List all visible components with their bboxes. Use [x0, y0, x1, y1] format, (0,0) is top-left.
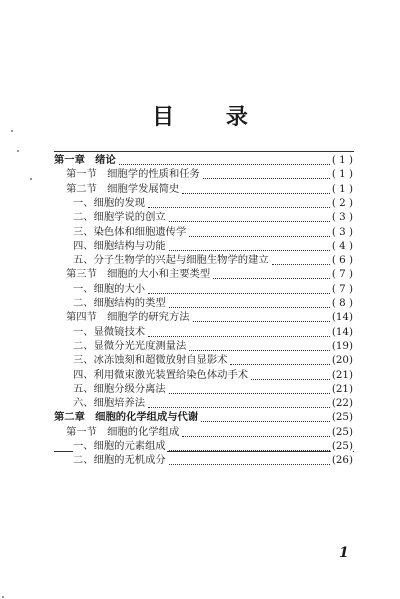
- toc-entry-label: 二、细胞结构的类型: [73, 297, 166, 309]
- toc-leader-dots: [272, 263, 340, 265]
- toc-entry-label: 三、冰冻蚀刻和超微放射自显影术: [73, 354, 228, 367]
- toc-page-number: ( 3 ): [331, 211, 353, 224]
- toc-entry-label: 六、细胞培养法: [73, 397, 146, 410]
- toc-entry-label: 四、细胞结构与功能: [73, 239, 166, 252]
- toc-leader-dots: [169, 220, 340, 222]
- toc-page-number: (21): [331, 382, 353, 395]
- toc-entry: [0, 382, 400, 397]
- toc-entry: [0, 253, 400, 268]
- toc-leader-dots: [182, 192, 340, 194]
- toc-page-number: (21): [331, 368, 353, 381]
- toc-entry-label: 三、染色体和细胞遗传学: [73, 225, 187, 238]
- toc-page-number: (20): [331, 354, 353, 367]
- toc-entry-label: 一、细胞的发现: [73, 196, 146, 209]
- toc-leader-dots: [169, 249, 340, 251]
- page-title: 目 录: [152, 104, 270, 130]
- toc-entry: [0, 353, 400, 368]
- toc-entry: [0, 339, 400, 354]
- toc-entry: [0, 153, 400, 168]
- toc-page-number: (25): [331, 440, 353, 452]
- toc-entry-label: 二、细胞学说的创立: [73, 211, 166, 224]
- toc-entry: [0, 267, 400, 282]
- toc-entry-label: 第一章 绪论: [54, 154, 116, 166]
- toc-leader-dots: [148, 335, 340, 337]
- scan-speck: [30, 178, 32, 180]
- toc-entry-label: 一、细胞的大小: [73, 282, 146, 295]
- chapter-rule: [54, 151, 354, 152]
- toc-entry: [0, 196, 400, 211]
- toc-entry-label: 第二章 细胞的化学组成与代谢: [54, 411, 199, 424]
- toc-leader-dots: [189, 235, 340, 237]
- toc-page-number: ( 1 ): [331, 168, 353, 181]
- toc-leader-dots: [213, 277, 340, 279]
- scan-speck: [2, 596, 4, 598]
- toc-entry: [0, 396, 400, 411]
- toc-leader-dots: [189, 349, 340, 351]
- toc-leader-dots: [148, 406, 340, 408]
- toc-page-number: (14): [331, 325, 353, 338]
- toc-entry-label: 五、分子生物学的兴起与细胞生物学的建立: [73, 254, 269, 267]
- toc-page-number: ( 7 ): [331, 268, 353, 281]
- toc-entry-label: 一、细胞的元素组成: [73, 440, 166, 452]
- toc-leader-dots: [182, 435, 340, 437]
- toc-entry: [0, 439, 400, 454]
- toc-entry-label: 一、显微镜技术: [73, 325, 146, 338]
- toc-entry-label: 二、细胞的无机成分: [73, 454, 166, 467]
- page-number: 1: [339, 545, 349, 561]
- toc-entry: [0, 182, 400, 197]
- toc-leader-dots: [203, 177, 340, 179]
- toc-leader-dots: [201, 420, 340, 422]
- toc-entry: [0, 368, 400, 383]
- toc-entry-label: 四、利用微束激光装置给染色体动手术: [73, 368, 249, 381]
- toc-leader-dots: [148, 206, 340, 208]
- toc-page-number: (25): [331, 411, 353, 424]
- toc-entry: [0, 225, 400, 240]
- toc-leader-dots: [230, 363, 340, 365]
- toc-page-number: ( 1 ): [331, 182, 353, 195]
- toc-entry-label: 二、显微分光光度测量法: [73, 339, 187, 352]
- toc-entry: [0, 296, 400, 311]
- toc-page-number: ( 7 ): [331, 282, 353, 295]
- toc-page-number: (22): [331, 397, 353, 410]
- toc-page-number: (26): [331, 454, 353, 467]
- toc-page-number: (25): [331, 425, 353, 438]
- toc-leader-dots: [148, 292, 340, 294]
- toc-entry-label: 第一节 细胞学的性质和任务: [66, 168, 200, 181]
- toc-page-number: ( 8 ): [331, 297, 353, 309]
- toc-entry-label: 第四节 细胞学的研究方法: [66, 311, 190, 324]
- toc-entry: [0, 239, 400, 254]
- toc-entry-label: 第一节 细胞的化学组成: [66, 425, 180, 438]
- toc-page-number: (19): [331, 339, 353, 352]
- scan-speck: [17, 150, 19, 152]
- toc-leader-dots: [193, 320, 340, 322]
- toc-entry-label: 第二节 细胞学发展简史: [66, 182, 180, 195]
- toc-page-number: ( 3 ): [331, 225, 353, 238]
- toc-page-number: ( 1 ): [331, 154, 353, 166]
- toc-leader-dots: [169, 306, 340, 308]
- toc-entry: [0, 210, 400, 225]
- toc-page-number: ( 2 ): [331, 196, 353, 209]
- toc-page-number: (14): [331, 311, 353, 324]
- toc-entry: [0, 410, 400, 425]
- toc-entry: [0, 282, 400, 297]
- toc-entry: [0, 325, 400, 340]
- toc-entry-label: 第三节 细胞的大小和主要类型: [66, 268, 211, 281]
- toc-leader-dots: [169, 463, 340, 465]
- toc-page-number: ( 4 ): [331, 239, 353, 252]
- toc-leader-dots: [251, 378, 340, 380]
- toc-leader-dots: [119, 163, 340, 165]
- toc-entry: [0, 453, 400, 468]
- toc-entry-label: 五、细胞分级分离法: [73, 382, 166, 395]
- toc-entry: [0, 310, 400, 325]
- scan-speck: [11, 130, 13, 132]
- toc-entry: [0, 167, 400, 182]
- toc-leader-dots: [169, 449, 340, 451]
- toc-page-number: ( 6 ): [331, 254, 353, 267]
- toc-leader-dots: [169, 392, 340, 394]
- toc-entry: [0, 425, 400, 440]
